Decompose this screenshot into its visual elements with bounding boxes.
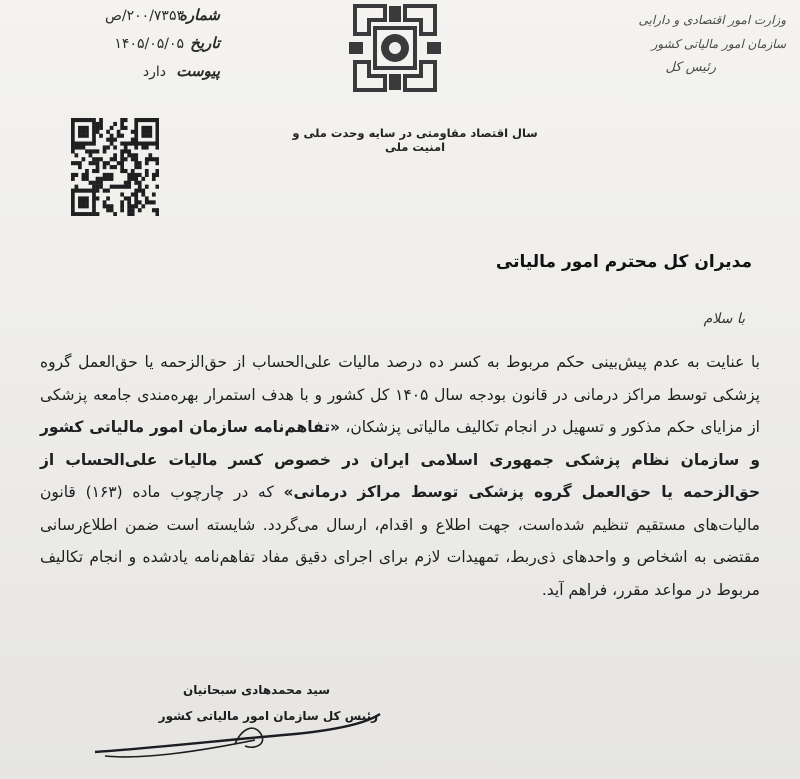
tax-organization-emblem-icon xyxy=(345,0,445,96)
signature-stroke-icon xyxy=(85,690,385,770)
number-row xyxy=(104,4,220,32)
head-title: رئیس کل xyxy=(665,60,716,75)
letter-meta xyxy=(104,4,220,88)
addressee: مدیران کل محترم امور مالیاتی xyxy=(495,252,752,272)
ministry-name: وزارت امور اقتصادی و دارایی xyxy=(638,13,786,27)
date-label: تاریخ xyxy=(190,34,220,52)
letterhead xyxy=(586,8,786,80)
attachment-label: پیوست xyxy=(176,62,220,80)
greeting: با سلام xyxy=(703,311,745,327)
attachment-row xyxy=(110,60,220,88)
body-part-2: که در چارچوب ماده (۱۶۳) قانون مالیات‌های مستقیم تنظیم شده‌است، جهت اطلاع و اقدام، ارسال می‌گردد. شایسته است ضمن اطلاع‌رسانی مقتضی به اشخاص و واحدهای ذی‌ربط، تمهیدات لازم برای اجرای دقیق مفاد تفاهم‌نامه یادشده و انجام تکالیف مربوط در مواعد مقرر، فراهم آید. xyxy=(40,483,760,599)
signer-name: سید محمدهادی سبحانیان xyxy=(182,683,330,697)
signer-title: رئیس کل سازمان امور مالیاتی کشور xyxy=(158,709,378,723)
date-value: ۱۴۰۵/۰۵/۰۵ xyxy=(114,36,184,52)
number-value: ۲۰۰/۷۳۵۳/ص xyxy=(104,8,184,24)
body-part-1: با عنایت به عدم پیش‌بینی حکم مربوط به کسر ده درصد مالیات علی‌الحساب از حق‌الزحمه یا حق‌العمل گروه پزشکی توسط مراکز درمانی در قانون بودجه سال ۱۴۰۵ کل کشور و با هدف استمرار بهره‌مندی جامعه پزشکی از مزایای حکم مذکور و تسهیل در انجام تکالیف مالیاتی پزشکان، xyxy=(40,353,760,436)
qr-code-icon xyxy=(71,118,159,216)
attachment-value: دارد xyxy=(142,64,166,80)
date-row xyxy=(110,32,220,60)
organization-name: سازمان امور مالیاتی کشور xyxy=(651,37,786,51)
number-label: شماره xyxy=(179,6,220,24)
body-bold-mou: «تفاهم‌نامه سازمان امور مالیاتی کشور و سازمان نظام پزشکی جمهوری اسلامی ایران در خصوص کسر مالیات علی‌الحساب از حق‌الزحمه یا حق‌العمل گروه پزشکی توسط مراکز درمانی» xyxy=(40,418,761,501)
slogan: سال اقتصاد مقاومتی در سایه وحدت ملی و امنیت ملی xyxy=(292,126,538,154)
letter-body xyxy=(40,346,760,606)
